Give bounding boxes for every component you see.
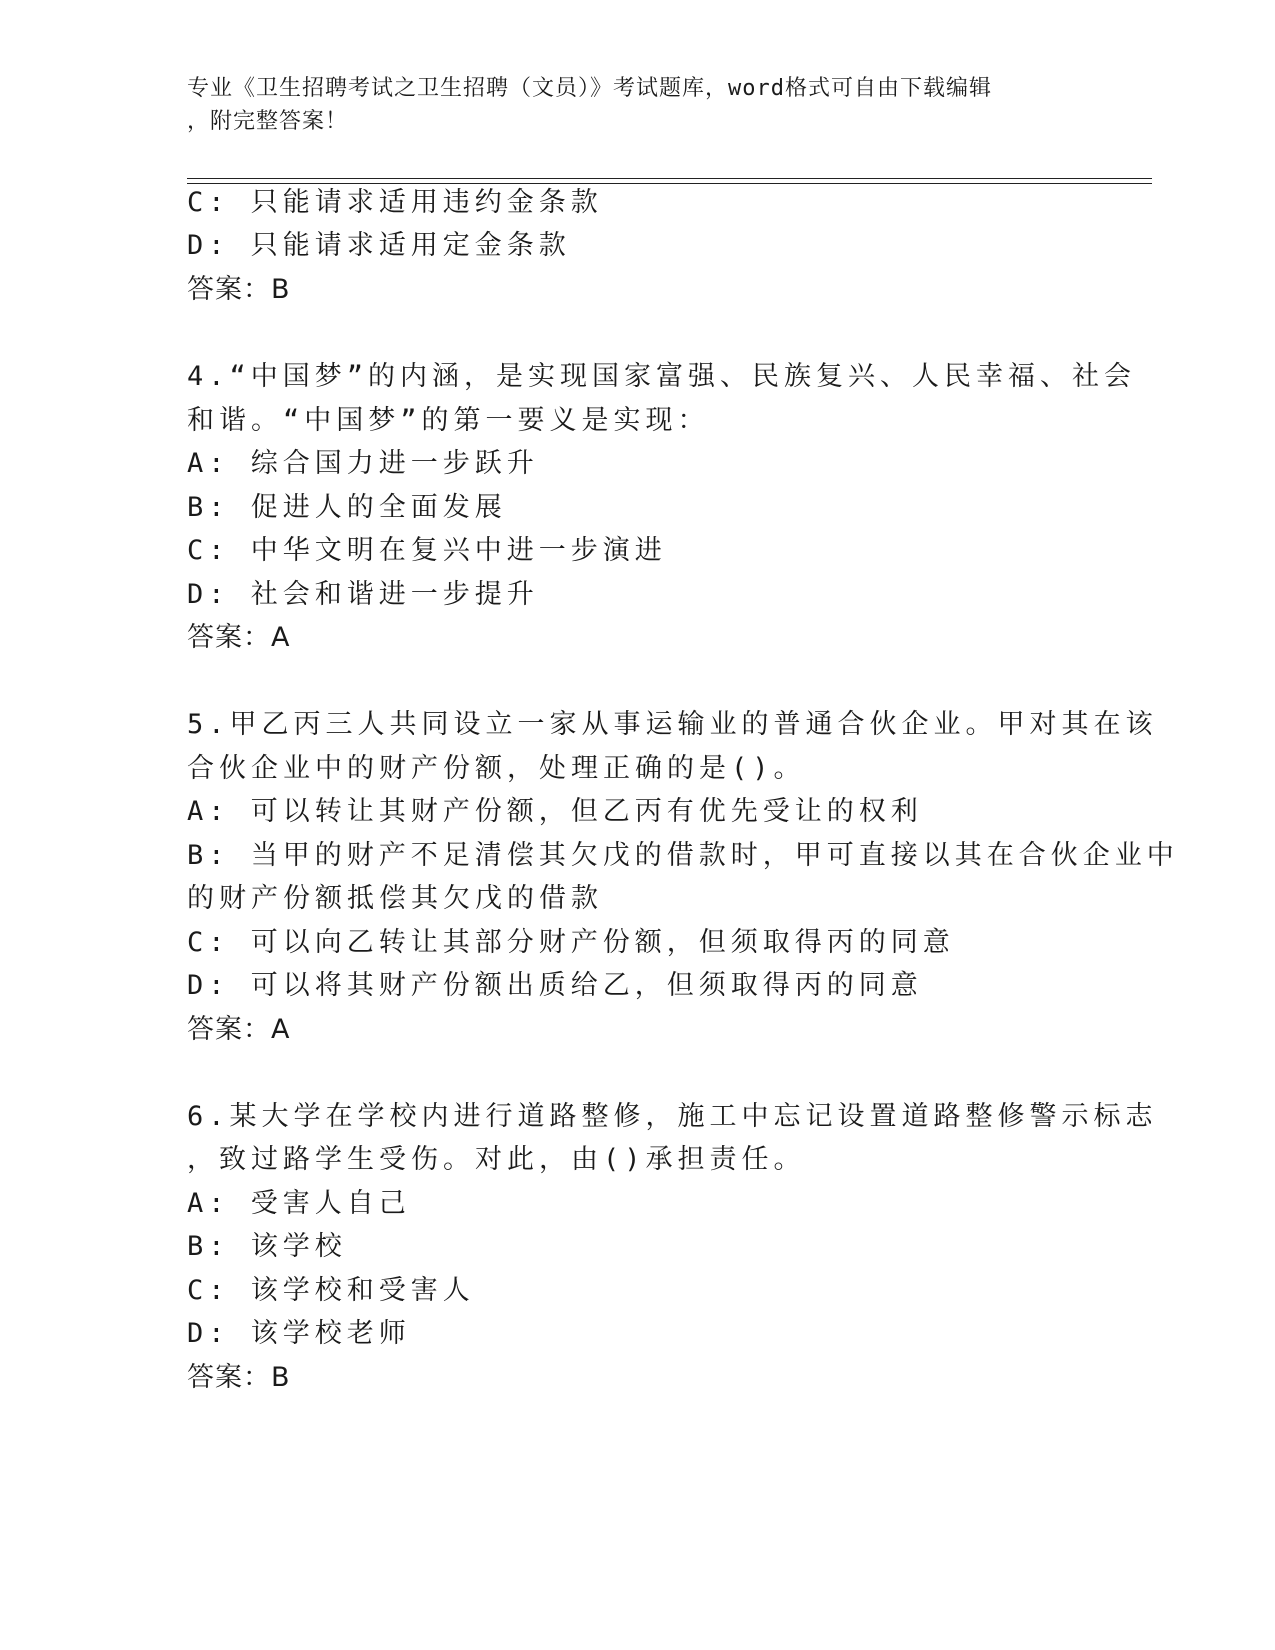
header-rule-top bbox=[187, 178, 1152, 179]
q6-option-a: A: 受害人自己 bbox=[187, 1188, 411, 1219]
q6-stem-line-1: 6.某大学在学校内进行道路整修，施工中忘记设置道路整修警示标志 bbox=[187, 1101, 1158, 1132]
q5-answer: 答案：A bbox=[187, 1014, 291, 1045]
q3-answer: 答案：B bbox=[187, 274, 291, 305]
q4-option-b: B: 促进人的全面发展 bbox=[187, 492, 507, 523]
q5-stem-line-2: 合伙企业中的财产份额，处理正确的是()。 bbox=[187, 753, 806, 784]
document-header bbox=[187, 72, 1067, 138]
q5-option-c: C: 可以向乙转让其部分财产份额，但须取得丙的同意 bbox=[187, 927, 955, 958]
q4-option-d: D: 社会和谐进一步提升 bbox=[187, 579, 539, 610]
q6-option-c: C: 该学校和受害人 bbox=[187, 1275, 475, 1306]
q6-option-d: D: 该学校老师 bbox=[187, 1318, 411, 1349]
q4-option-a: A: 综合国力进一步跃升 bbox=[187, 448, 539, 479]
q5-stem-line-1: 5.甲乙丙三人共同设立一家从事运输业的普通合伙企业。甲对其在该 bbox=[187, 709, 1158, 740]
q5-option-d: D: 可以将其财产份额出质给乙，但须取得丙的同意 bbox=[187, 970, 923, 1001]
q6-answer: 答案：B bbox=[187, 1362, 291, 1393]
header-line-1: 专业《卫生招聘考试之卫生招聘（文员）》考试题库，word格式可自由下载编辑 bbox=[187, 76, 992, 101]
q5-option-b-line-2: 的财产份额抵偿其欠戊的借款 bbox=[187, 883, 603, 914]
q4-option-c: C: 中华文明在复兴中进一步演进 bbox=[187, 535, 667, 566]
q6-stem-line-2: ，致过路学生受伤。对此，由()承担责任。 bbox=[187, 1144, 806, 1175]
q3-option-c: C: 只能请求适用违约金条款 bbox=[187, 187, 603, 218]
q4-stem-line-2: 和谐。“中国梦”的第一要义是实现： bbox=[187, 405, 710, 436]
q5-option-b-line-1: B: 当甲的财产不足清偿其欠戊的借款时，甲可直接以其在合伙企业中 bbox=[187, 840, 1179, 871]
header-rule-bottom bbox=[187, 183, 1152, 184]
q6-option-b: B: 该学校 bbox=[187, 1231, 347, 1262]
q4-answer: 答案：A bbox=[187, 622, 291, 653]
q4-stem-line-1: 4.“中国梦”的内涵，是实现国家富强、民族复兴、人民幸福、社会 bbox=[187, 361, 1137, 392]
q5-option-a: A: 可以转让其财产份额，但乙丙有优先受让的权利 bbox=[187, 796, 923, 827]
header-line-2: ，附完整答案！ bbox=[187, 109, 349, 134]
q3-option-d: D: 只能请求适用定金条款 bbox=[187, 230, 571, 261]
